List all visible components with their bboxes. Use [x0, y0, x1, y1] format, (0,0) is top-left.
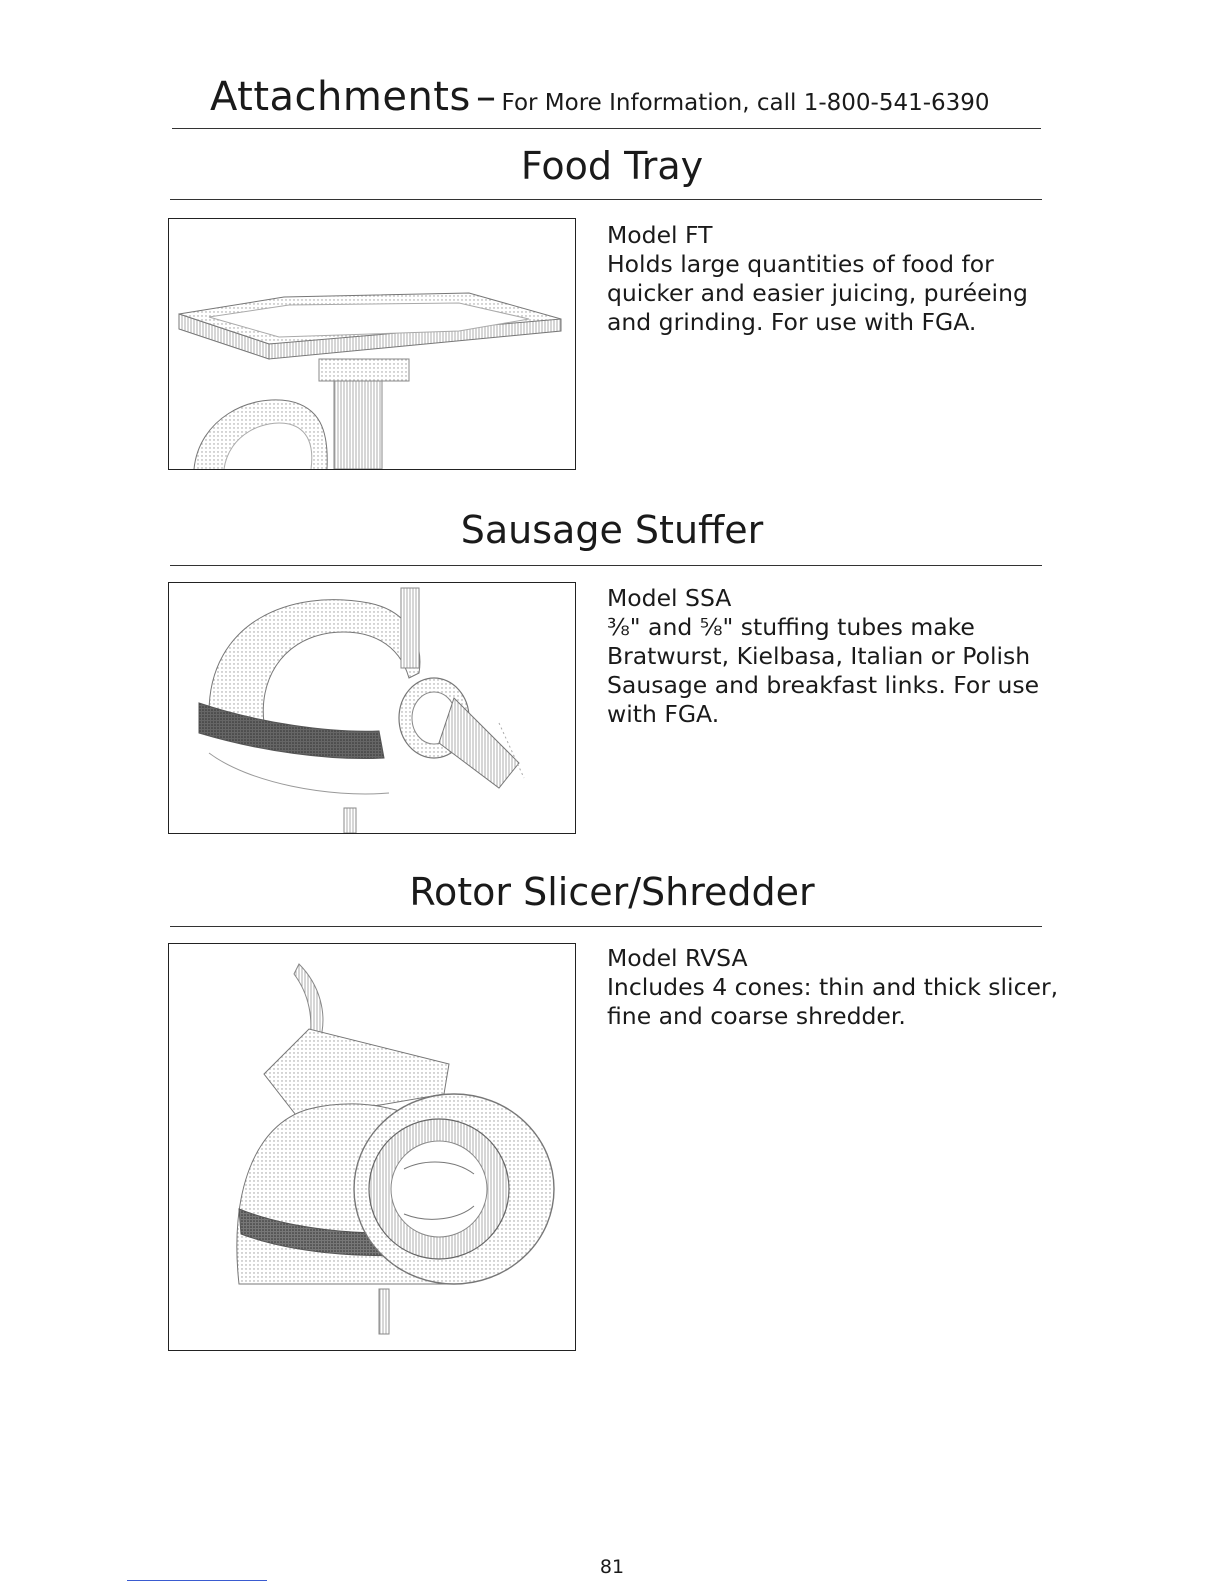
food-tray-text: Holds large quantities of food for quicker and easier juicing, puréeing and grinding. For use with FGA. [607, 250, 1028, 336]
sausage-stuffer-description [607, 584, 1077, 729]
sausage-stuffer-model: Model SSA [607, 584, 732, 612]
rotor-slicer-image [168, 943, 576, 1351]
rotor-slicer-text: Includes 4 cones: thin and thick slicer, fine and coarse shredder. [607, 973, 1059, 1030]
section-title-sausage-stuffer: Sausage Stuffer [460, 508, 764, 552]
sausage-stuffer-text: ⅜" and ⅝" stuffing tubes make Bratwurst, Kielbasa, Italian or Polish Sausage and breakfast links. For use with FGA. [607, 613, 1040, 728]
section-rule-rotor-slicer [170, 926, 1042, 927]
footer-link-line [127, 1580, 267, 1581]
section-rule-food-tray [170, 199, 1042, 200]
food-tray-model: Model FT [607, 221, 713, 249]
header-info: For More Information, call 1-800-541-6390 [501, 90, 990, 116]
page-header [210, 74, 990, 120]
rotor-slicer-description [607, 944, 1077, 1031]
page-number: 81 [599, 1556, 625, 1578]
header-dash: – [475, 74, 497, 120]
sausage-stuffer-image [168, 582, 576, 834]
header-title: Attachments [210, 74, 471, 120]
header-rule [172, 128, 1041, 129]
section-title-food-tray: Food Tray [520, 144, 704, 188]
food-tray-description [607, 221, 1077, 337]
rotor-slicer-model: Model RVSA [607, 944, 748, 972]
section-title-rotor-slicer: Rotor Slicer/Shredder [409, 870, 815, 914]
food-tray-image [168, 218, 576, 470]
section-rule-sausage-stuffer [170, 565, 1042, 566]
